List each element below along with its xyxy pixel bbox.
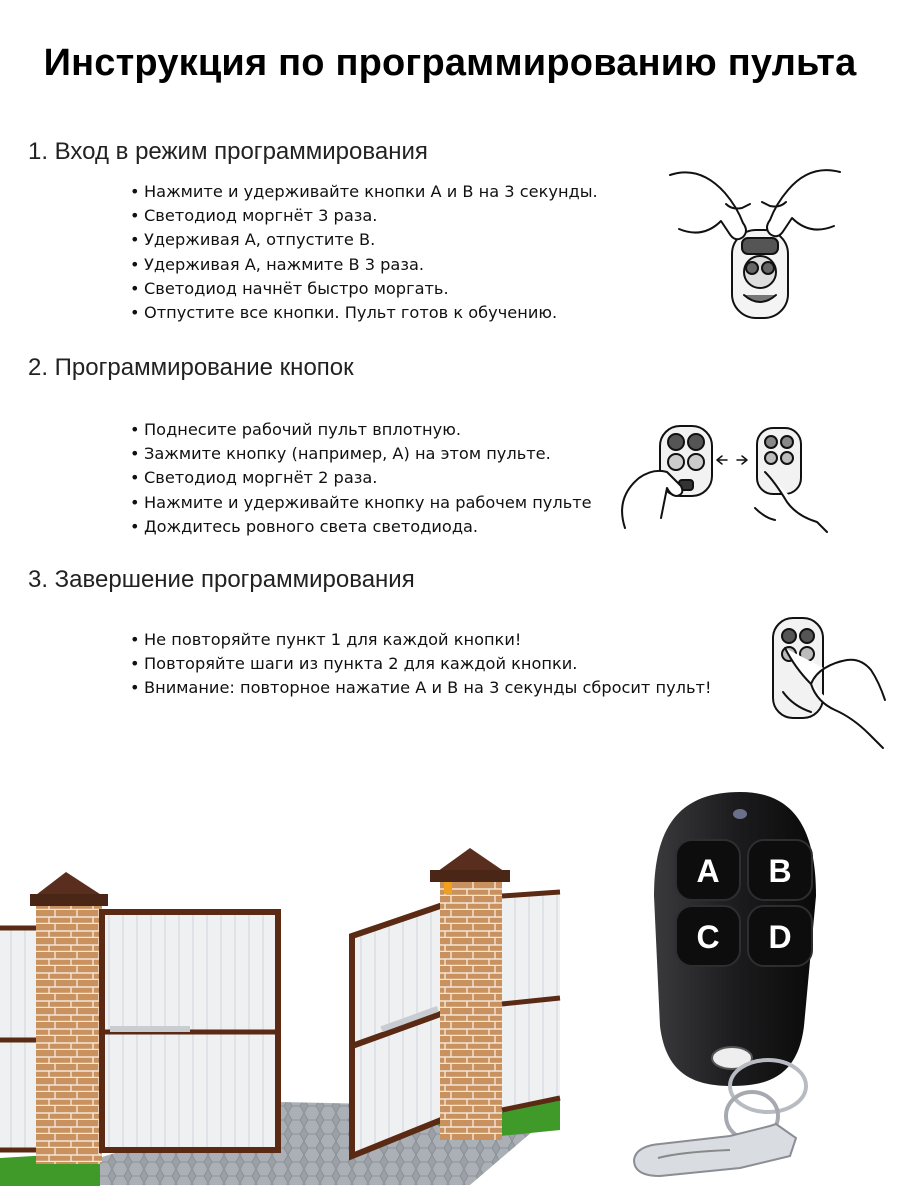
section-3-heading: 3. Завершение программирования — [28, 566, 415, 593]
list-item: • Удерживая A, отпустите B. — [130, 230, 376, 250]
list-item: • Внимание: повторное нажатие A и B на 3 секунды сбросит пульт! — [130, 678, 712, 698]
led-indicator — [733, 809, 747, 819]
section-1-heading: 1. Вход в режим программирования — [28, 138, 428, 165]
section-1-bullets — [130, 180, 598, 325]
remote-outline-icon — [757, 428, 801, 494]
list-item: • Нажмите и удерживайте кнопки A и B на 3 секунды. — [130, 182, 598, 201]
list-item: • Светодиод моргнёт 3 раза. — [130, 206, 378, 226]
hand-pressing-remote-illustration — [765, 612, 895, 752]
remotes-pairing-illustration — [605, 418, 835, 543]
page-title: Инструкция по программированию пульта — [43, 42, 857, 84]
section-2-heading: 2. Программирование кнопок — [28, 354, 354, 381]
list-item: • Нажмите и удерживайте кнопку на рабочем пульте — [130, 492, 592, 512]
section-3-bullets — [130, 628, 711, 701]
remote-button-label-d: D — [768, 919, 792, 955]
list-item: • Повторяйте шаги из пункта 2 для каждой кнопки. — [130, 654, 578, 674]
list-item: • Удерживая A, нажмите B 3 раза. — [130, 254, 425, 274]
list-item: • Светодиод начнёт быстро моргать. — [130, 278, 449, 298]
list-item: • Дождитесь ровного света светодиода. — [130, 516, 479, 536]
remote-button-label-c: C — [696, 919, 720, 955]
remote-button-label-b: B — [768, 853, 792, 889]
list-item: • Поднесите рабочий пульт вплотную. — [130, 420, 461, 439]
list-item: • Зажмите кнопку (например, A) на этом пульте. — [130, 444, 551, 464]
list-item: • Не повторяйте пункт 1 для каждой кнопки! — [130, 630, 522, 649]
brick-post-right — [440, 878, 502, 1140]
section-2-bullets — [130, 418, 592, 539]
remote-button-label-a: A — [696, 853, 720, 889]
hands-pressing-remote-illustration — [660, 160, 850, 320]
gate-illustration — [0, 840, 570, 1190]
brick-post-left — [36, 902, 102, 1164]
list-item: • Отпустите все кнопки. Пульт готов к обучению. — [130, 303, 558, 323]
list-item: • Светодиод моргнёт 2 раза. — [130, 468, 378, 488]
remote-key-fob — [620, 786, 850, 1186]
section-2-bullets-clip — [130, 418, 592, 546]
